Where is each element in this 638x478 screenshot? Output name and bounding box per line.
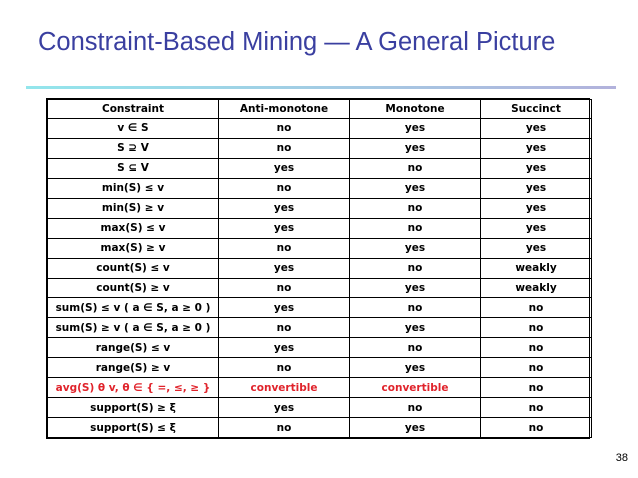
table-row — [48, 138, 592, 158]
table-row — [48, 258, 592, 278]
cell-monotone: yes — [350, 138, 481, 158]
cell-succinct: yes — [481, 218, 592, 238]
cell-succinct: yes — [481, 138, 592, 158]
cell-anti-monotone: yes — [219, 198, 350, 218]
cell-constraint: avg(S) θ v, θ ∈ { =, ≤, ≥ } — [48, 378, 219, 398]
cell-constraint: count(S) ≥ v — [48, 278, 219, 298]
cell-constraint: S ⊇ V — [48, 138, 219, 158]
cell-anti-monotone: no — [219, 119, 350, 139]
cell-succinct: no — [481, 418, 592, 438]
cell-succinct: yes — [481, 119, 592, 139]
table-row — [48, 398, 592, 418]
table-row — [48, 178, 592, 198]
cell-anti-monotone: no — [219, 238, 350, 258]
cell-constraint: max(S) ≥ v — [48, 238, 219, 258]
cell-constraint: min(S) ≥ v — [48, 198, 219, 218]
table-row — [48, 278, 592, 298]
cell-monotone: yes — [350, 358, 481, 378]
cell-succinct: no — [481, 358, 592, 378]
cell-anti-monotone: yes — [219, 298, 350, 318]
cell-constraint: sum(S) ≤ v ( a ∈ S, a ≥ 0 ) — [48, 298, 219, 318]
cell-anti-monotone: yes — [219, 398, 350, 418]
cell-anti-monotone: no — [219, 138, 350, 158]
cell-constraint: min(S) ≤ v — [48, 178, 219, 198]
table-row — [48, 358, 592, 378]
constraint-properties-table — [47, 99, 592, 438]
cell-succinct: yes — [481, 198, 592, 218]
cell-monotone: no — [350, 258, 481, 278]
cell-anti-monotone: yes — [219, 258, 350, 278]
header-constraint: Constraint — [48, 100, 219, 119]
cell-succinct: no — [481, 378, 592, 398]
cell-monotone: no — [350, 218, 481, 238]
title-divider — [26, 86, 616, 89]
cell-monotone: no — [350, 338, 481, 358]
table-row — [48, 119, 592, 139]
table-row — [48, 318, 592, 338]
table-row — [48, 198, 592, 218]
cell-constraint: support(S) ≥ ξ — [48, 398, 219, 418]
cell-constraint: v ∈ S — [48, 119, 219, 139]
table-row — [48, 418, 592, 438]
page-number: 38 — [615, 452, 628, 464]
table-row — [48, 378, 592, 398]
cell-anti-monotone: convertible — [219, 378, 350, 398]
cell-monotone: yes — [350, 238, 481, 258]
cell-monotone: no — [350, 398, 481, 418]
cell-anti-monotone: no — [219, 318, 350, 338]
cell-anti-monotone: yes — [219, 338, 350, 358]
cell-anti-monotone: no — [219, 358, 350, 378]
cell-anti-monotone: no — [219, 178, 350, 198]
cell-succinct: no — [481, 398, 592, 418]
table-row — [48, 158, 592, 178]
slide-title: Constraint-Based Mining — A General Picture — [38, 28, 556, 56]
cell-anti-monotone: no — [219, 278, 350, 298]
cell-constraint: S ⊆ V — [48, 158, 219, 178]
cell-constraint: sum(S) ≥ v ( a ∈ S, a ≥ 0 ) — [48, 318, 219, 338]
cell-succinct: yes — [481, 158, 592, 178]
cell-monotone: yes — [350, 278, 481, 298]
cell-monotone: convertible — [350, 378, 481, 398]
table-row — [48, 238, 592, 258]
header-succinct: Succinct — [481, 100, 592, 119]
cell-monotone: no — [350, 298, 481, 318]
cell-constraint: max(S) ≤ v — [48, 218, 219, 238]
cell-monotone: no — [350, 158, 481, 178]
cell-constraint: range(S) ≤ v — [48, 338, 219, 358]
cell-anti-monotone: no — [219, 418, 350, 438]
cell-constraint: count(S) ≤ v — [48, 258, 219, 278]
cell-anti-monotone: yes — [219, 218, 350, 238]
table-row — [48, 298, 592, 318]
cell-monotone: yes — [350, 119, 481, 139]
constraint-table — [46, 98, 590, 439]
header-monotone: Monotone — [350, 100, 481, 119]
cell-monotone: yes — [350, 418, 481, 438]
cell-succinct: yes — [481, 178, 592, 198]
cell-monotone: yes — [350, 318, 481, 338]
table-row — [48, 338, 592, 358]
header-anti-monotone: Anti-monotone — [219, 100, 350, 119]
cell-monotone: yes — [350, 178, 481, 198]
table-header-row — [48, 100, 592, 119]
cell-succinct: yes — [481, 238, 592, 258]
cell-succinct: no — [481, 318, 592, 338]
cell-constraint: support(S) ≤ ξ — [48, 418, 219, 438]
cell-anti-monotone: yes — [219, 158, 350, 178]
cell-succinct: weakly — [481, 258, 592, 278]
cell-constraint: range(S) ≥ v — [48, 358, 219, 378]
cell-succinct: weakly — [481, 278, 592, 298]
table-row — [48, 218, 592, 238]
cell-succinct: no — [481, 298, 592, 318]
cell-monotone: no — [350, 198, 481, 218]
cell-succinct: no — [481, 338, 592, 358]
